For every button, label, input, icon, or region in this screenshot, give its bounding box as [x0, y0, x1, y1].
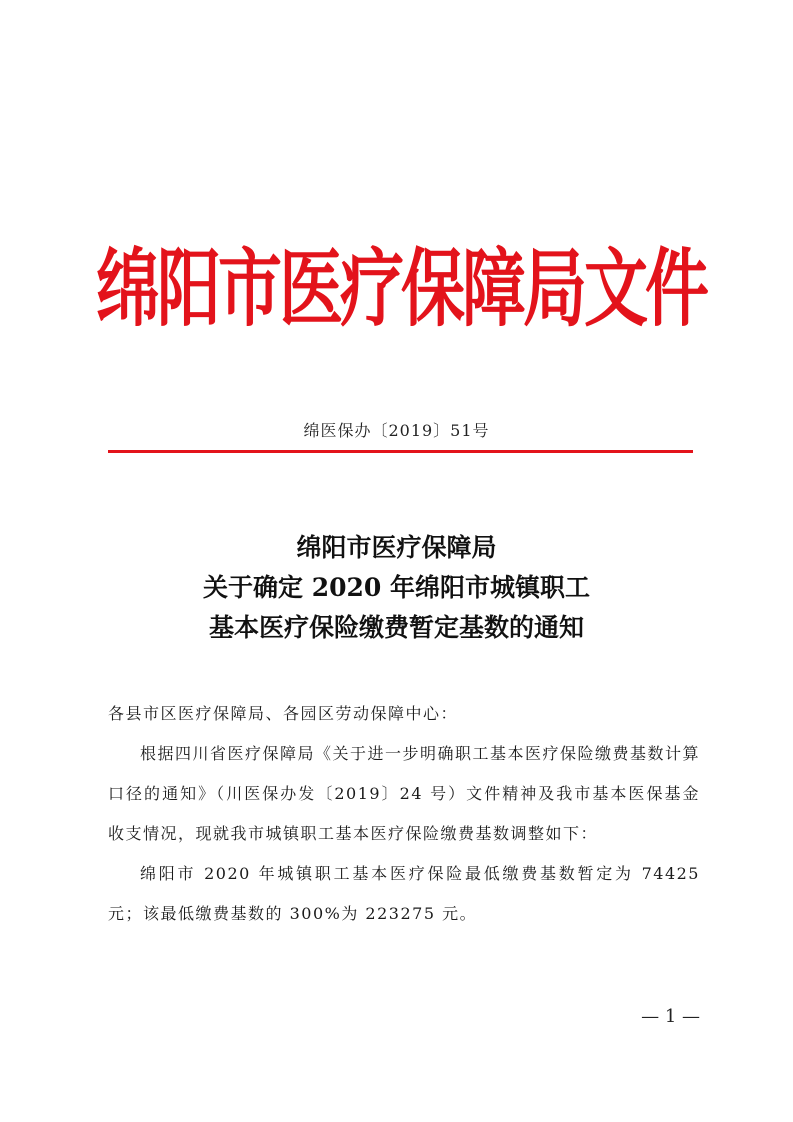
red-divider — [108, 450, 693, 453]
document-body — [108, 694, 700, 934]
body-paragraph-1: 根据四川省医疗保障局《关于进一步明确职工基本医疗保险缴费基数计算口径的通知》（川医保办发〔2019〕24 号）文件精神及我市基本医保基金收支情况，现就我市城镇职工基本医疗保险缴费基数调整如下： — [108, 744, 701, 843]
document-title — [0, 528, 793, 648]
document-number: 绵医保办〔2019〕51号 — [303, 421, 490, 440]
page-number: — 1 — — [641, 1006, 700, 1027]
body-paragraph-2: 绵阳市 2020 年城镇职工基本医疗保险最低缴费基数暂定为 74425 元；该最低缴费基数的 300%为 223275 元。 — [108, 864, 700, 923]
title-line-3: 基本医疗保险缴费暂定基数的通知 — [208, 613, 584, 642]
title-line-1: 绵阳市医疗保障局 — [296, 533, 497, 562]
title-line-2: 关于确定 2020 年绵阳市城镇职工 — [203, 573, 590, 602]
issuer-banner: 绵阳市医疗保障局文件 — [96, 241, 706, 340]
salutation: 各县市区医疗保障局、各园区劳动保障中心： — [108, 704, 459, 723]
